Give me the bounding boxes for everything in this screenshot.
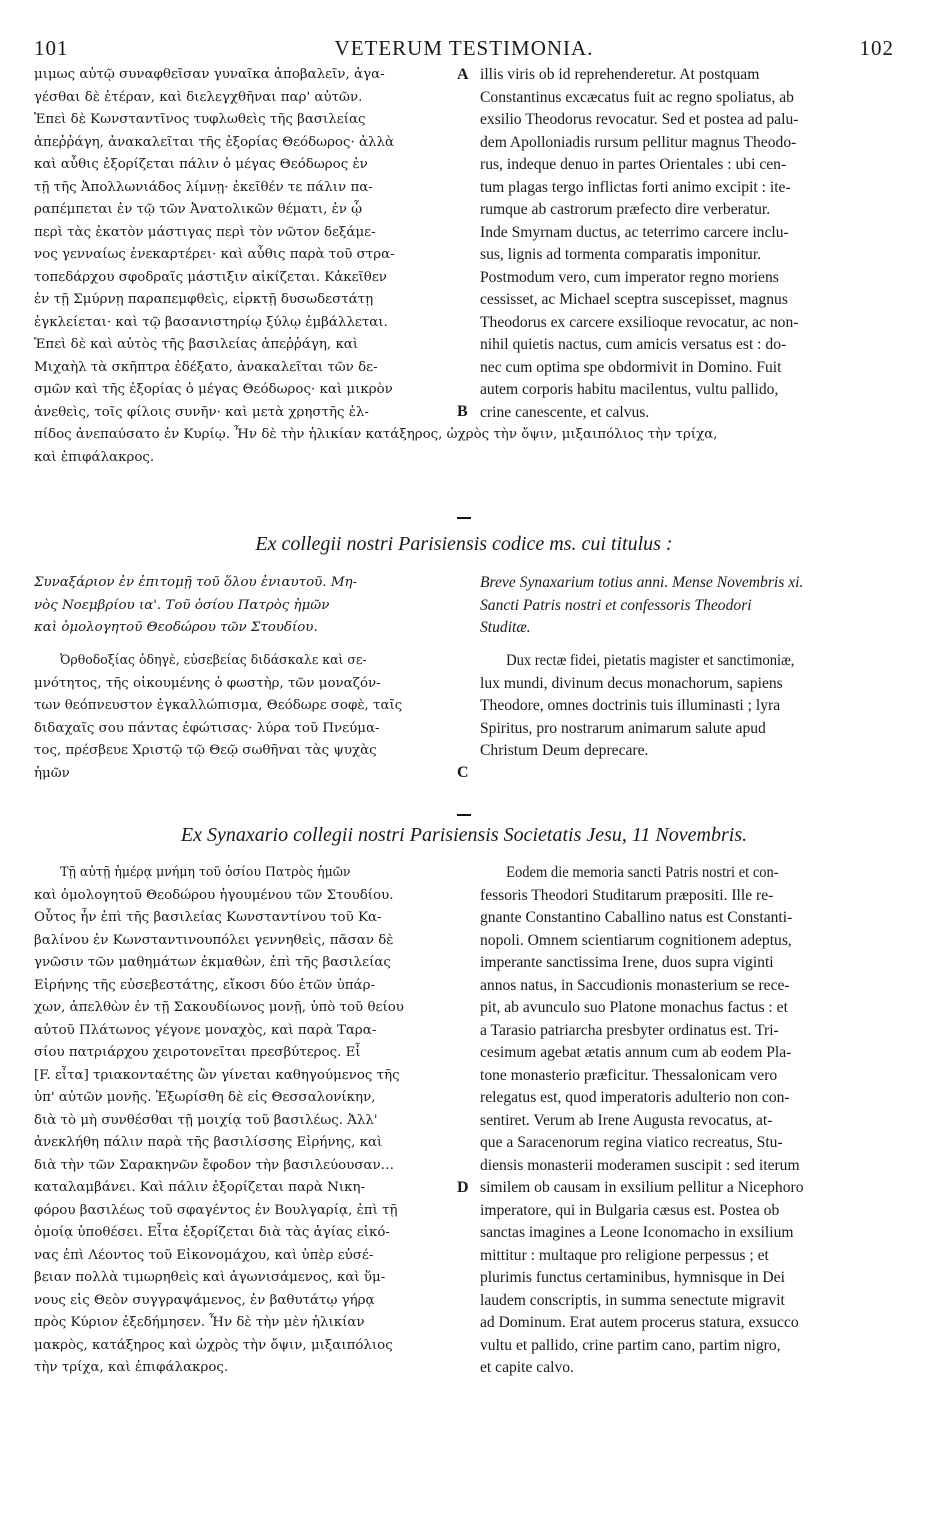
text-line: βαλίνου ἐν Κωνσταντινουπόλει γεννηθεὶς, πᾶσαν δὲ xyxy=(34,932,394,948)
text-line: rus, indeque denuo in partes Orientales : ubi cen- xyxy=(480,156,787,173)
text-line: ραπέμπεται ἐν τῷ τῶν Ἀνατολικῶν θέματι, ἐν ᾧ xyxy=(34,202,363,217)
text-line: que a Saracenorum regina viatico recreatus, Stu- xyxy=(480,1134,783,1151)
text-line: relegatus est, quod imperatoris adulterio non con- xyxy=(480,1089,790,1106)
section3-greek-column xyxy=(34,862,454,1380)
text-line: Theodorus ex carcere exsilioque revocatur, ac non- xyxy=(480,313,799,331)
text-line: imperatore, qui in Bulgaria cæsus est. Postea ob xyxy=(480,1201,780,1219)
text-line: Eodem die memoria sancti Patris nostri et con- xyxy=(506,864,779,881)
text-line: pit, ab avunculo suo Platone monachus factus : et xyxy=(480,999,788,1016)
text-line: τῇ τῆς Ἀπολλωνιάδος λίμνῃ· ἐκεῖθέν τε πάλιν πα- xyxy=(34,179,373,195)
margin-marker-a: A xyxy=(457,66,469,83)
text-line: fessoris Theodori Studitarum præpositi. Ille re- xyxy=(480,886,774,904)
text-line: Ἐπεὶ δὲ Κωνσταντῖνος τυφλωθεὶς τῆς βασιλείας xyxy=(34,112,366,127)
text-line: illis viris ob id reprehenderetur. At postquam xyxy=(480,66,760,83)
text-line: nihil quietis nactus, cum amicis versatus est : do- xyxy=(480,336,787,353)
text-line: ἐν τῇ Σμύρνῃ παραπεμφθεὶς, εἱρκτῇ δυσωδεστάτῃ xyxy=(34,292,374,307)
text-line: Constantinus excæcatus fuit ac regno spoliatus, ab xyxy=(480,88,794,106)
text-line: sanctas imagines a Leone Iconomacho in exsilium xyxy=(480,1224,794,1241)
text-line: διὰ τὴν τῶν Σαρακηνῶν ἔφοδον τὴν βασιλεύουσαν… xyxy=(34,1157,395,1173)
text-line: Ἐπεὶ δὲ καὶ αὐτὸς τῆς βασιλείας ἀπεῤῥάγη, καὶ xyxy=(34,337,359,352)
text-line: autem corporis habitu macilentus, vultu pallido, xyxy=(480,381,779,398)
text-line: καὶ ὁμολογητοῦ Θεοδώρου ἡγουμένου τῶν Στουδίου. xyxy=(34,887,394,903)
text-line: νος γενναίως ἐνεκαρτέρει· καὶ αὖθις παρὰ τοῦ στρα- xyxy=(34,247,395,262)
text-line: exsilio Theodorus revocatur. Sed et postea ad palu- xyxy=(480,111,799,128)
text-line: καὶ ἐπιφάλακρος. xyxy=(34,449,155,465)
text-line: γνῶσιν τῶν μαθημάτων ἐκμαθὼν, ἐπὶ τῆς βασιλείας xyxy=(34,955,391,970)
text-line: rumque ab castrorum præfecto dire verberatur. xyxy=(480,201,771,218)
section2-latin-column xyxy=(480,650,894,763)
section2-latin-heading xyxy=(480,572,894,640)
text-line: [F. εἶτα] τριακονταέτης ὢν γίνεται καθηγούμενος τῆς xyxy=(34,1067,400,1083)
text-line: νας ἐπὶ Λέοντος τοῦ Εἰκονομάχου, καὶ ὑπὲρ εὐσέ- xyxy=(34,1247,374,1263)
text-line: cesimum agebat ætatis annum cum ab eodem Pla- xyxy=(480,1044,792,1061)
text-line: ἡμῶν xyxy=(34,765,70,781)
text-line: γέσθαι δὲ ἑτέραν, καὶ διελεγχθῆναι παρ' αὐτῶν. xyxy=(34,89,363,105)
text-line: diensis monasterii moderamen suscipit : sed iterum xyxy=(480,1156,800,1174)
text-line: nopoli. Omnem scientiarum cognitionem adeptus, xyxy=(480,931,792,949)
text-line: αὐτοῦ Πλάτωνος γέγονε μοναχὸς, καὶ παρὰ Ταρα- xyxy=(34,1022,377,1038)
page-header xyxy=(34,36,894,62)
text-line: καταλαμβάνει. Καὶ πάλιν ἐξορίζεται παρὰ Νικη- xyxy=(34,1180,366,1195)
text-line: Τῇ αὐτῇ ἡμέρᾳ μνήμη τοῦ ὁσίου Πατρὸς ἡμῶν xyxy=(60,865,351,880)
text-line: Studitæ. xyxy=(480,619,531,636)
section1-latin-column xyxy=(480,64,894,424)
text-line: cessisset, ac Michael sceptra suscepisset, magnus xyxy=(480,291,788,308)
text-line: σίου πατριάρχου χειροτονεῖται πρεσβύτερος. Εἶ xyxy=(34,1045,361,1060)
text-line: ἀνεκλήθη πάλιν παρὰ τῆς βασιλίσσης Εἰρήνης, καὶ xyxy=(34,1135,383,1150)
text-line: των θεόπνευστον ἐγκαλλώπισμα, Θεόδωρε σοφὲ, ταῖς xyxy=(34,698,403,713)
text-line: χων, ἀπελθὼν ἐν τῇ Σακουδίωνος μονῇ, ὑπὸ τοῦ θείου xyxy=(34,1000,404,1015)
section3-latin-column xyxy=(480,862,894,1380)
text-line: plurimis functus certaminibus, hymnisque in Dei xyxy=(480,1269,785,1286)
text-line: διὰ τὸ μὴ συνθέσθαι τῇ μοιχίᾳ τοῦ βασιλέως. Ἀλλ' xyxy=(34,1112,378,1128)
text-line: gnante Constantino Caballino natus est Constanti- xyxy=(480,909,793,926)
text-line: Οὗτος ἦν ἐπὶ τῆς βασιλείας Κωνσταντίνου τοῦ Κα- xyxy=(34,910,382,925)
text-line: τος, πρέσβευε Χριστῷ τῷ Θεῷ σωθῆναι τὰς ψυχὰς xyxy=(34,743,377,758)
section1-greek-column xyxy=(34,64,454,424)
text-line: imperante sanctissima Irene, duos supra viginti xyxy=(480,954,774,971)
text-line: Postmodum vero, cum imperator regno moriens xyxy=(480,268,779,286)
text-line: πίδος ἀνεπαύσατο ἐν Κυρίῳ. Ἦν δὲ τὴν ἡλικίαν κατάξηρος, ὠχρὸς τὴν ὄψιν, μιξαιπόλιος τὴν τρίχα, xyxy=(34,427,718,442)
text-line: μνότητος, τῆς οἰκουμένης ὁ φωστὴρ, τῶν μοναζόν- xyxy=(34,675,381,691)
page-number-left: 101 xyxy=(34,36,69,60)
margin-marker-d: D xyxy=(457,1179,469,1196)
text-line: μακρὸς, κατάξηρος καὶ ὠχρὸς τὴν ὄψιν, μιξαιπόλιος xyxy=(34,1337,393,1353)
text-line: Ὀρθοδοξίας ὁδηγὲ, εὐσεβείας διδάσκαλε καὶ σε- xyxy=(60,653,367,668)
text-line: περὶ τὰς ἑκατὸν μάστιγας περὶ τὸν νῶτον δεξάμε- xyxy=(34,224,376,240)
text-line: νους εἰς Θεὸν συγγραψάμενος, ἐν βαθυτάτῳ γήρᾳ xyxy=(34,1292,375,1308)
text-line: crine canescente, et calvus. xyxy=(480,403,650,421)
text-line: σμῶν καὶ τῆς ἐξορίας ὁ μέγας Θεόδωρος· καὶ μικρὸν xyxy=(34,382,393,397)
text-line: νὸς Νοεμβρίου ια'. Τοῦ ὁσίου Πατρὸς ἡμῶν xyxy=(34,597,330,613)
text-line: ἐγκλείεται· καὶ τῷ βασανιστηρίῳ ξύλῳ ἐμβάλλεται. xyxy=(34,314,388,330)
page-number-right: 102 xyxy=(859,36,894,60)
text-line: μιμως αὐτῷ συναφθεῖσαν γυναῖκα ἀποβαλεῖν, ἀγα- xyxy=(34,67,385,82)
text-line: mittitur : multaque pro religione perpessus ; et xyxy=(480,1246,769,1264)
running-title: VETERUM TESTIMONIA. xyxy=(334,36,594,60)
margin-marker-c: C xyxy=(457,764,469,781)
text-line: a Tarasio patriarcha presbyter ordinatus est. Tri- xyxy=(480,1021,779,1039)
text-line: Christum Deum deprecare. xyxy=(480,742,649,759)
text-line: βειαν πολλὰ τιμωρηθεὶς καὶ ἀγωνισάμενος, καὶ ὕμ- xyxy=(34,1270,386,1285)
text-line: Μιχαὴλ τὰ σκῆπτρα ἐδέξατο, ἀνακαλεῖται τῶν δε- xyxy=(34,359,378,375)
text-line: et capite calvo. xyxy=(480,1359,574,1376)
section-divider xyxy=(457,814,471,816)
text-line: διδαχαῖς σου πάντας ἐφώτισας· λύρα τοῦ Πνεύμα- xyxy=(34,720,380,736)
section-divider xyxy=(457,517,471,519)
text-line: Theodore, omnes doctrinis tuis illuminasti ; lyra xyxy=(480,697,781,714)
text-line: sentiret. Verum ab Irene Augusta revocatus, at- xyxy=(480,1111,773,1129)
text-line: dem Apolloniadis rursum pellitur magnus Theodo- xyxy=(480,133,797,151)
text-line: tone monasterio præficitur. Thessalonicam vero xyxy=(480,1066,778,1084)
text-line: ἀνεθεὶς, τοῖς φίλοις συνῆν· καὶ μετὰ χρηστῆς ἐλ- xyxy=(34,404,369,420)
text-line: Spiritus, pro nostrarum animarum salute apud xyxy=(480,719,766,737)
text-line: πρὸς Κύριον ἐξεδήμησεν. Ἦν δὲ τὴν μὲν ἡλικίαν xyxy=(34,1315,365,1330)
text-line: ὑπ' αὐτῶν μονῆς. Ἐξωρίσθη δὲ εἰς Θεσσαλονίκην, xyxy=(34,1090,376,1105)
text-line: ὁμοίᾳ ὑποθέσει. Εἶτα ἐξορίζεται διὰ τὰς ἁγίας εἰκό- xyxy=(34,1225,390,1240)
text-line: καὶ ὁμολογητοῦ Θεοδώρου τῶν Στουδίου. xyxy=(34,620,318,635)
section2-title: Ex collegii nostri Parisiensis codice ms. cui titulus : xyxy=(255,533,673,555)
section2-greek-heading xyxy=(34,572,454,640)
text-line: annos natus, in Saccudionis monasterium se rece- xyxy=(480,976,790,994)
text-line: similem ob causam in exsilium pellitur a Nicephoro xyxy=(480,1179,804,1196)
text-line: nec cum optima spe obdormivit in Domino. Fuit xyxy=(480,358,782,376)
text-line: καὶ αὖθις ἐξορίζεται πάλιν ὁ μέγας Θεόδωρος ἐν xyxy=(34,157,368,172)
text-line: lux mundi, divinum decus monachorum, sapiens xyxy=(480,674,783,692)
text-line: Breve Synaxarium totius anni. Mense Novembris xi. xyxy=(480,574,804,591)
text-line: τὴν τρίχα, καὶ ἐπιφάλακρος. xyxy=(34,1360,229,1375)
text-line: vultu et pallido, crine partim cano, partim nigro, xyxy=(480,1336,781,1354)
text-line: ad Dominum. Erat autem procerus statura, exsucco xyxy=(480,1314,799,1331)
section3-title: Ex Synaxario collegii nostri Parisiensis Societatis Jesu, 11 Novembris. xyxy=(180,824,748,846)
text-line: Sancti Patris nostri et confessoris Theodori xyxy=(480,596,752,614)
text-line: φόρου βασιλέως τοῦ σφαγέντος ἐν Βουλγαρίᾳ, ἐπὶ τῇ xyxy=(34,1202,398,1218)
margin-marker-b: B xyxy=(457,403,468,420)
text-line: ἀπεῤῥάγη, ἀνακαλεῖται τῆς ἐξορίας Θεόδωρος· ἀλλὰ xyxy=(34,134,395,150)
text-line: Inde Smyrnam ductus, ac teterrimo carcere inclu- xyxy=(480,223,789,241)
text-line: Dux rectæ fidei, pietatis magister et sanctimoniæ, xyxy=(506,652,795,669)
section2-greek-column xyxy=(34,650,454,785)
text-line: Εἰρήνης τῆς εὐσεβεστάτης, εἴκοσι δύο ἐτῶν ὑπάρ- xyxy=(34,977,375,993)
text-line: laudem conscriptis, in summa senectute migravit xyxy=(480,1291,785,1309)
text-line: Συναξάριον ἐν ἐπιτομῇ τοῦ ὅλου ἐνιαυτοῦ. Μη- xyxy=(34,575,358,590)
text-line: tum plagas tergo inflictas forti animo excipit : ite- xyxy=(480,178,791,196)
text-line: τοπεδάρχου σφοδραῖς μάστιξιν αἰκίζεται. Κἀκεῖθεν xyxy=(34,269,387,285)
section1-full-width-text xyxy=(34,424,894,469)
text-line: sus, lignis ad tormenta comparatis imponitur. xyxy=(480,246,762,263)
